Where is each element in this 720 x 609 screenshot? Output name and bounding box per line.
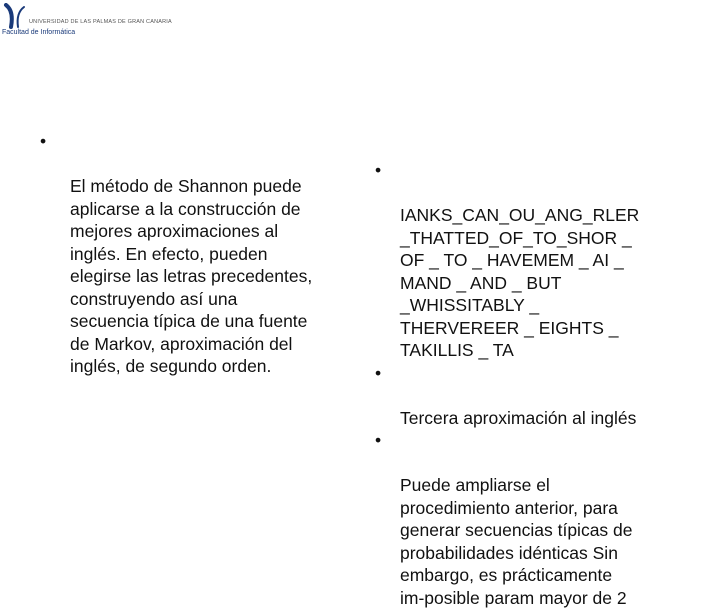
item-text: El método de Shannon puede aplicarse a la construcción de mejores aproximaciones al inglés. En efecto, pueden elegirse las letras precedentes, construyendo así una secuencia típica de una fuente de Markov, aproximación del inglés, de segundo orden. bbox=[70, 176, 313, 376]
list-item bbox=[375, 159, 695, 362]
bullet-icon: • bbox=[40, 131, 47, 151]
university-logo bbox=[0, 0, 172, 40]
bullet-icon: • bbox=[375, 430, 382, 450]
university-emblem-icon bbox=[2, 3, 28, 29]
bullet-icon: • bbox=[375, 362, 382, 383]
university-name: UNIVERSIDAD DE LAS PALMAS DE GRAN CANARIA bbox=[29, 19, 172, 25]
faculty-name: Facultad de Informática bbox=[2, 29, 76, 36]
list-item bbox=[375, 429, 695, 609]
right-column bbox=[375, 159, 695, 609]
item-text: Puede ampliarse el procedimiento anterior, para generar secuencias típicas de probabilidades idénticas Sin embargo, es prácticamente im-posible param mayor de 2 bbox=[400, 475, 633, 608]
list-item bbox=[375, 362, 695, 430]
bullet-icon: • bbox=[375, 160, 382, 180]
left-column bbox=[40, 130, 360, 378]
list-item bbox=[40, 130, 360, 378]
item-text: IANKS_CAN_OU_ANG_RLER _THATTED_OF_TO_SHOR _ OF _ TO _ HAVEMEM _ AI _ MAND _ AND _ BUT _WHISSITABLY _ THERVEREER _ EIGHTS _ TAKILLIS _ TA bbox=[400, 205, 640, 360]
item-text: Tercera aproximación al inglés bbox=[400, 407, 637, 428]
